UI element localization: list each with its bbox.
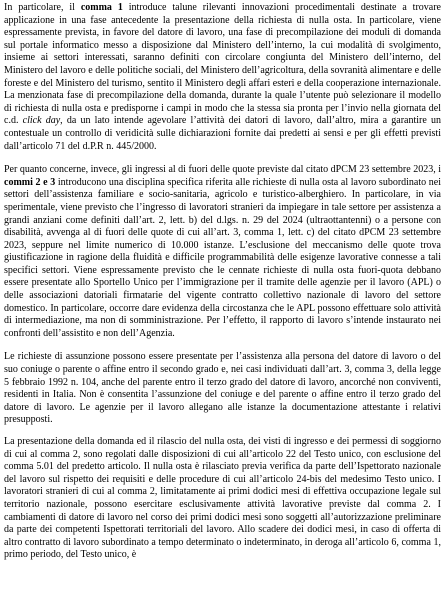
paragraph-nulla-osta: [4, 436, 441, 562]
text-span: La presentazione della domanda ed il rilascio del nulla osta, dei visti di ingresso e dei permessi di soggiorno di cui al comma 2, sono regolati dalle disposizioni di cui all’articolo 22 del Testo unico, con esclusione del comma 5.01 del predetto articolo. Il nulla osta è rilasciato previa verifica da parte dell’Ispettorato nazionale del lavoro sul rispetto dei requisiti e delle procedure di cui all’articolo 24-bis del medesimo Testo unico. I lavoratori stranieri di cui al comma 2, limitatamente ai primi dodici mesi di effettiva occupazione legale sul territorio nazionale, possono esercitare esclusivamente attività lavorative previste dal comma 2. I cambiamenti di datore di lavoro nel corso dei primi dodici mesi sono soggetti all’autorizzazione preliminare da parte dei competenti Ispettorati territoriali del lavoro. Allo scadere dei dodici mesi, in caso di offerta di altro contratto di lavoro subordinato a tempo determinato o indeterminato, in deroga all’articolo 6, comma 1, primo periodo, del Testo unico, è: [4, 436, 441, 561]
paragraph-commi-2-3: [4, 164, 441, 340]
bold-term: comma 1: [80, 2, 123, 13]
text-span: Per quanto concerne, invece, gli ingressi al di fuori delle quote previste dal citato dPCM 23 settembre 2023, i: [4, 164, 441, 176]
text-span: introducono una disciplina specifica riferita alle richieste di nulla osta al lavoro subordinato nei settori dell’assistenza familiare e socio-sanitaria, agricolo e turistico-alberghiero. In particolare, in via sperimentale, viene previsto che l’ingresso di lavoratori stranieri da impiegare in tale settore per assistenza a grandi anziani come definiti dall’art. 2, lett. b) del d.lgs. n. 29 del 2024 (ultraottantenni) o a persone con disabilità, avvenga al di fuori delle quote di cui all’art. 3, comma 1, lett. c) del citato dPCM 23 settembre 2023, seppure nel limite numerico di 10.000 istanze. L’esclusione del meccanismo delle quote trova giustificazione in ragione della fluidità e difficile programmabilità delle esigenze lavorative connesse a tali specifici settori. Viene espressamente previsto che le cennate richieste di nulla osta fuori-quota debbano essere presentate allo Sportello Unico per l’immigrazione per il tramite delle agenzie per il lavoro (APL) o delle associazioni datoriali firmatarie del vigente contratto collettivo nazionale di lavoro del settore domestico. In particolare, occorre dare evidenza della circostanza che le APL possono effettuare solo attività di intermediazione, ma non di somministrazione. Per l’effetto, il rapporto di lavoro s’intende instaurato nei confronti dell’assistito e non dell’Agenzia.: [4, 176, 441, 339]
italic-term: click day: [22, 115, 61, 127]
text-span: In particolare, il: [4, 2, 81, 13]
paragraph-comma-1: [4, 2, 441, 153]
text-span: Le richieste di assunzione possono essere presentate per l’assistenza alla persona del datore di lavoro o del suo coniuge o parente o affine entro il secondo grado e, nei casi individuati dall’art. 3, comma 3, della legge 5 febbraio 1992 n. 104, anche del parente entro il terzo grado del datore di lavoro, ancorché non conviventi, residenti in Italia. Non è consentita l’assunzione del coniuge e del parente o affine entro il terzo grado del datore di lavoro. Le agenzie per il lavoro allegano alle istanze la documentazione attestante i relativi presupposti.: [4, 351, 441, 426]
text-span: , da un lato intende agevolare l’attività dei datori di lavoro, dall’altro, mira a garantire un contestuale un controllo di veridicità sulle dichiarazioni fornite dai predetti ai sensi e per gli effetti previsti dall’articolo 71 del d.P.R n. 445/2000.: [4, 115, 441, 152]
paragraph-assunzione: [4, 351, 441, 427]
text-span: introduce talune rilevanti innovazioni procedimentali destinate a trovare applicazione in una fase antecedente la presentazione della richiesta di nulla osta. In particolare, viene espressamente prevista, in favore del datore di lavoro, una fase di precompilazione dei moduli di domanda sul portale informatico messo a disposizione dal Ministero dell’interno, la cui modalità di svolgimento, insieme ai settori interessati, saranno definiti con circolare congiunta del Ministero dell’interno, del Ministero del lavoro e delle politiche sociali, del Ministero dell’agricoltura, della sovranità alimentare e delle foreste e del Ministero del turismo, sentito il Ministero degli affari esteri e della cooperazione internazionale. La menzionata fase di precompilazione della domanda, durante la quale l’utente può selezionare il modello di richiesta di nulla osta e predisporne i campi in modo che la stessa sia pronta per l’invio nella giornata del c.d.: [4, 2, 441, 127]
bold-term: commi 2 e 3: [4, 176, 56, 188]
